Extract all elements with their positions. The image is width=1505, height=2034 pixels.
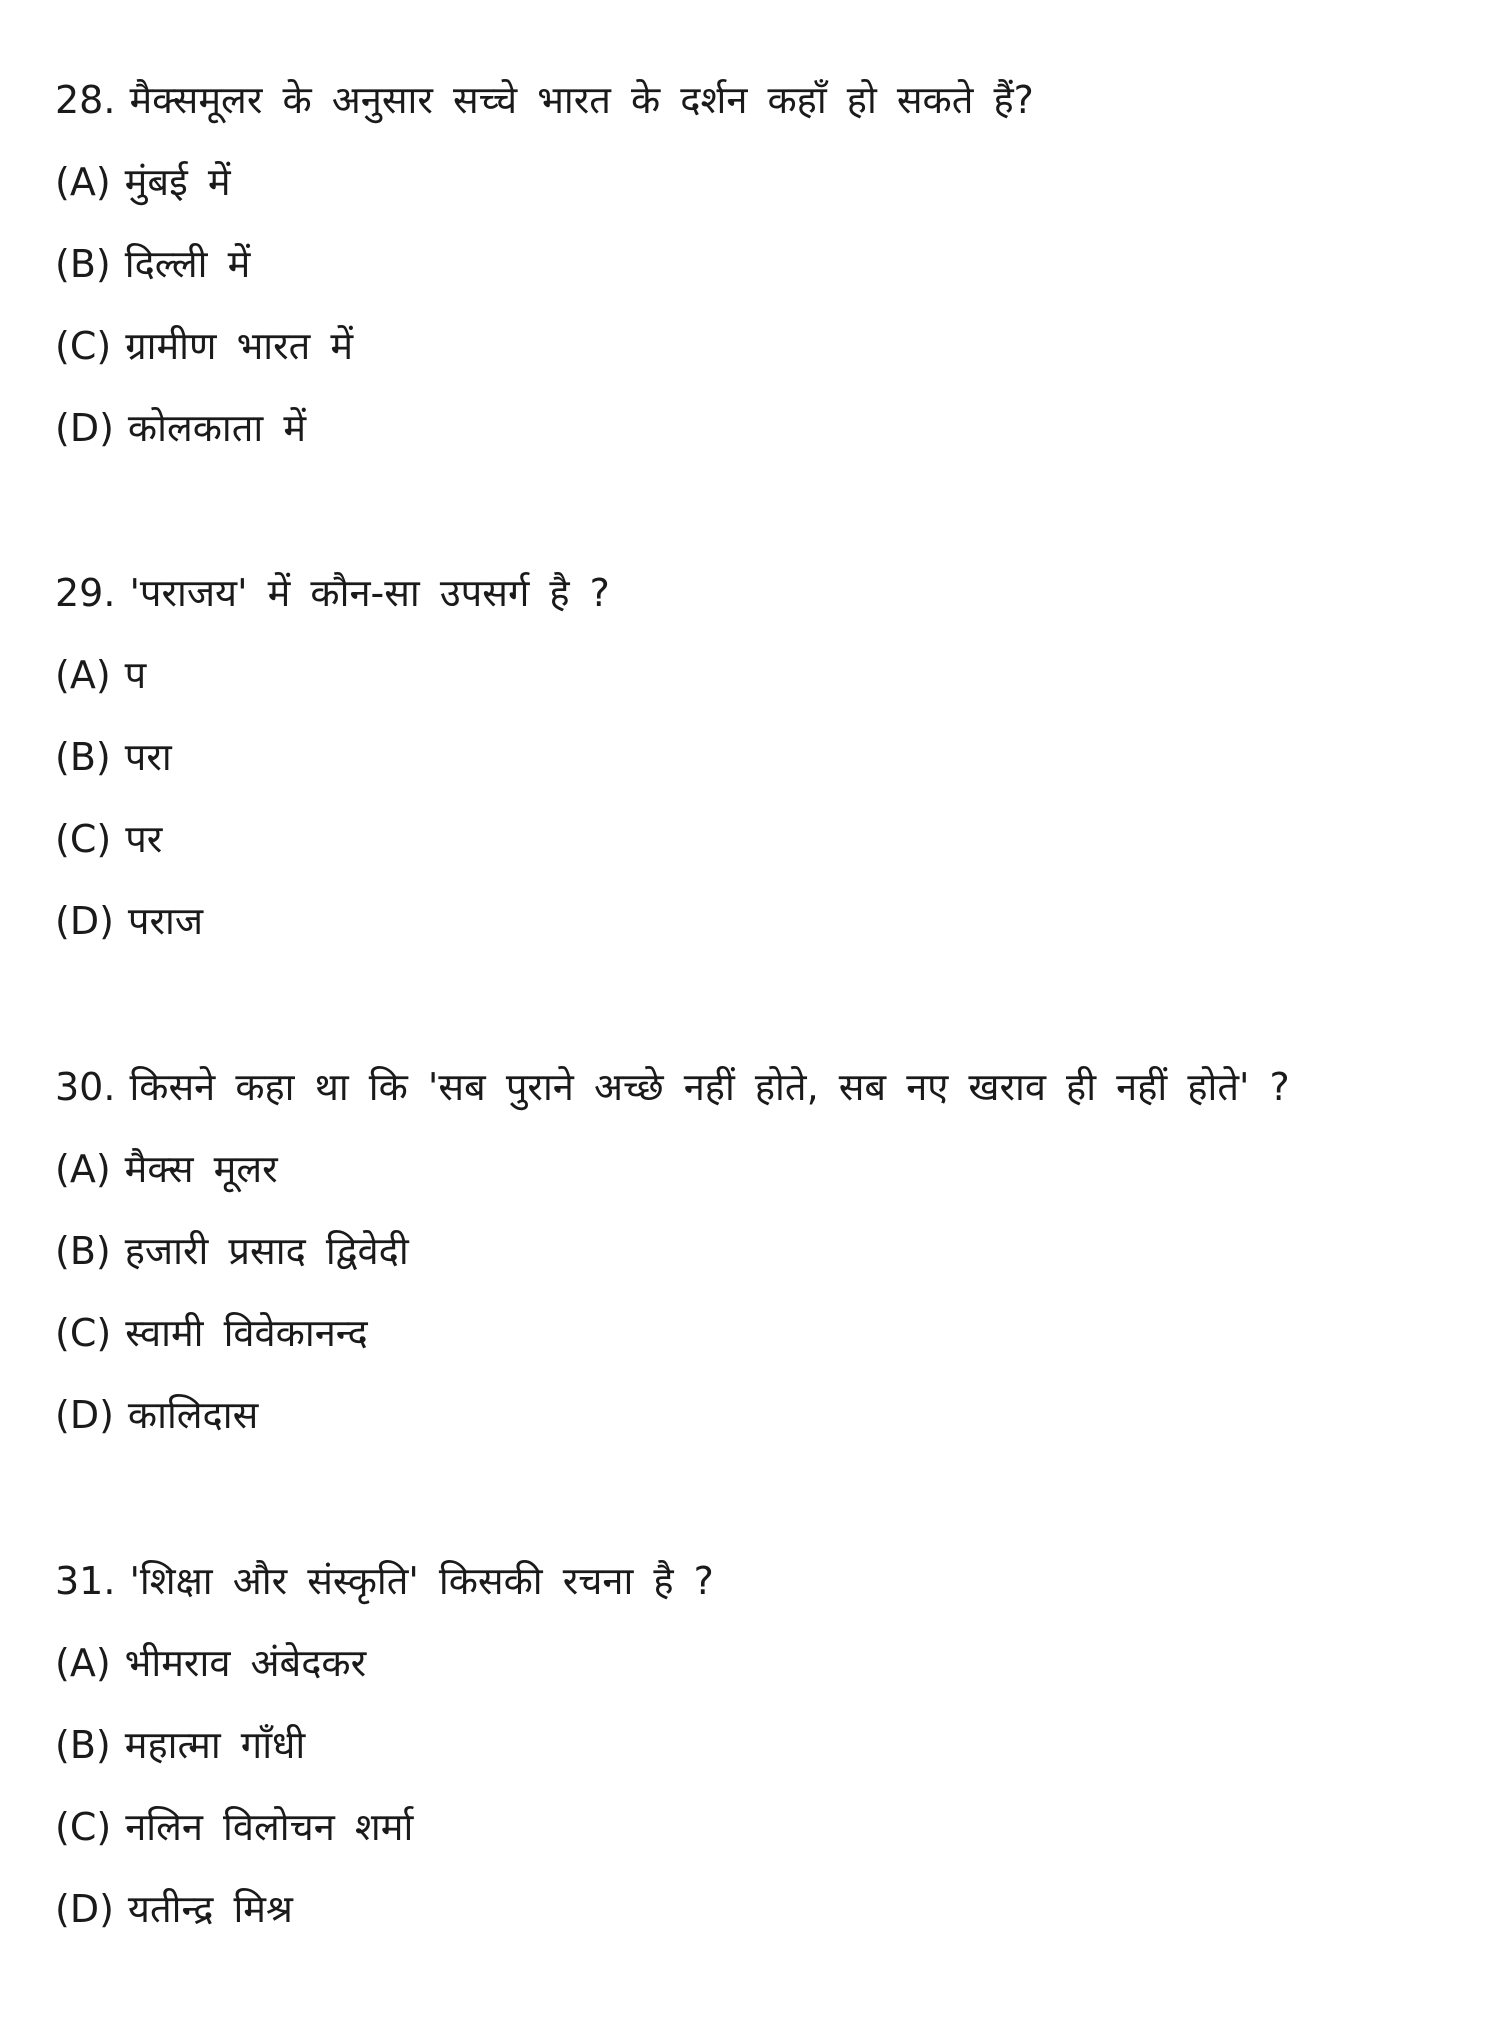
option-key: (D) (55, 899, 114, 943)
option-text: यतीन्द्र मिश्र (127, 1887, 293, 1931)
option-key: (B) (55, 735, 111, 779)
option-a (55, 1144, 1475, 1194)
option-text: स्वामी विवेकानन्द (125, 1311, 368, 1355)
question-text (55, 1062, 1475, 1112)
question-text (55, 1556, 1475, 1606)
option-c (55, 1308, 1475, 1358)
question-prompt: 'पराजय' में कौन-सा उपसर्ग है ? (129, 571, 610, 615)
option-text: पराज (127, 899, 204, 943)
option-key: (D) (55, 406, 114, 450)
option-key: (A) (55, 160, 111, 204)
option-d (55, 1390, 1475, 1440)
option-key: (C) (55, 1311, 112, 1355)
option-c (55, 814, 1475, 864)
option-a (55, 650, 1475, 700)
option-key: (A) (55, 1147, 111, 1191)
option-text: महात्मा गाँधी (124, 1723, 306, 1767)
option-key: (B) (55, 1229, 111, 1273)
option-b (55, 1226, 1475, 1276)
question-number: 29. (55, 571, 116, 615)
option-text: हजारी प्रसाद द्विवेदी (124, 1229, 409, 1273)
option-text: कालिदास (127, 1393, 259, 1437)
option-d (55, 403, 1475, 453)
option-text: परा (124, 735, 172, 779)
question-number: 31. (55, 1559, 116, 1603)
option-key: (A) (55, 653, 111, 697)
question-28 (55, 75, 1475, 485)
question-29 (55, 568, 1475, 978)
option-b (55, 239, 1475, 289)
question-prompt: 'शिक्षा और संस्कृति' किसकी रचना है ? (129, 1559, 714, 1603)
option-key: (D) (55, 1393, 114, 1437)
question-prompt: मैक्समूलर के अनुसार सच्चे भारत के दर्शन कहाँ हो सकते हैं? (129, 78, 1034, 122)
question-number: 30. (55, 1065, 116, 1109)
question-30 (55, 1062, 1475, 1472)
option-c (55, 1802, 1475, 1852)
question-31 (55, 1556, 1475, 1966)
option-key: (B) (55, 242, 111, 286)
option-c (55, 321, 1475, 371)
option-key: (C) (55, 817, 112, 861)
option-text: पर (125, 817, 163, 861)
option-key: (C) (55, 1805, 112, 1849)
option-a (55, 157, 1475, 207)
option-a (55, 1638, 1475, 1688)
option-key: (D) (55, 1887, 114, 1931)
option-text: मुंबई में (124, 160, 231, 204)
option-d (55, 896, 1475, 946)
option-b (55, 1720, 1475, 1770)
option-text: कोलकाता में (127, 406, 307, 450)
question-number: 28. (55, 78, 116, 122)
option-key: (C) (55, 324, 112, 368)
question-prompt: किसने कहा था कि 'सब पुराने अच्छे नहीं होते, सब नए खराव ही नहीं होते' ? (129, 1065, 1290, 1109)
option-d (55, 1884, 1475, 1934)
option-b (55, 732, 1475, 782)
option-key: (B) (55, 1723, 111, 1767)
question-text (55, 568, 1475, 618)
option-text: भीमराव अंबेदकर (124, 1641, 367, 1685)
question-text (55, 75, 1475, 125)
option-text: प (124, 653, 147, 697)
option-text: ग्रामीण भारत में (125, 324, 354, 368)
option-text: दिल्ली में (124, 242, 251, 286)
option-text: मैक्स मूलर (124, 1147, 278, 1191)
option-key: (A) (55, 1641, 111, 1685)
option-text: नलिन विलोचन शर्मा (125, 1805, 414, 1849)
